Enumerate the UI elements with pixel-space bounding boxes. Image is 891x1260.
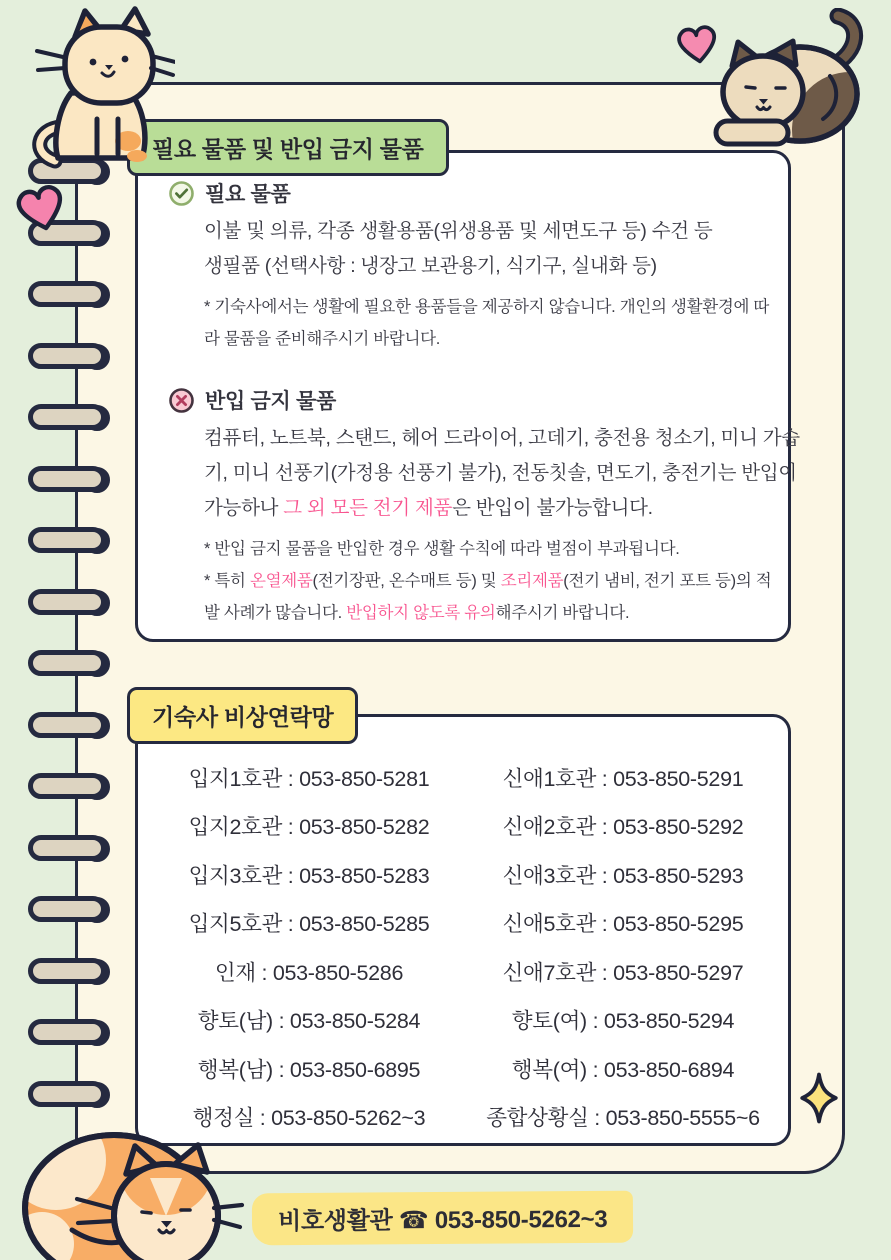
binder-ring (28, 709, 124, 745)
contacts-section-card (135, 714, 791, 1146)
items-section-badge: 필요 물품 및 반입 금지 물품 (127, 119, 449, 176)
required-items-body (204, 214, 768, 284)
prohibited-line-3-post: 은 반입이 불가능합니다. (452, 497, 653, 519)
prohibited-line-3-pre: 가능하나 (204, 497, 284, 519)
contact-entry: 입지2호관 : 053-850-5282 (188, 815, 430, 840)
contact-entry: 향토(여) : 053-850-5294 (511, 1009, 735, 1034)
contact-entry: 신애3호관 : 053-850-5293 (502, 863, 744, 888)
binder-ring (28, 955, 124, 991)
binder-ring (28, 586, 124, 622)
binder-ring (28, 340, 124, 376)
items-section-content (168, 178, 800, 629)
prohibited-line-1: 컴퓨터, 노트북, 스탠드, 헤어 드라이어, 고데기, 충전용 청소기, 미니 가습 (204, 427, 800, 449)
prohibited-items-heading (168, 385, 768, 415)
prohibited-items-body (204, 421, 800, 526)
prohibited-line-2: 기, 미니 선풍기(가정용 선풍기 불가), 전동칫솔, 면도기, 충전기는 반입이 (204, 462, 797, 484)
binder-ring (28, 893, 124, 929)
required-note-line-2: 라 물품을 준비해주시기 바랍니다. (204, 330, 441, 348)
note2-highlight-3: 반입하지 않도록 유의 (346, 604, 496, 622)
footer-highlight (252, 1191, 634, 1246)
required-items-title: 필요 물품 (205, 183, 291, 206)
contacts-section-badge: 기숙사 비상연락망 (127, 687, 358, 744)
prohibited-items-notes (204, 533, 772, 629)
binder-ring (28, 401, 124, 437)
contact-entry: 인재 : 053-850-5286 (214, 960, 404, 985)
lounging-siamese-cat-illustration (710, 8, 872, 155)
note2-pre: * 특히 (204, 572, 250, 590)
contact-entry: 행정실 : 053-850-5262~3 (192, 1106, 426, 1131)
binder-ring (28, 1016, 124, 1052)
x-circle-icon (168, 387, 195, 414)
contact-entry: 행복(여) : 053-850-6894 (511, 1057, 735, 1082)
note2-post: 해주시기 바랍니다. (495, 604, 630, 622)
required-line-2: 생필품 (선택사항 : 냉장고 보관용기, 식기구, 실내화 등) (204, 255, 657, 277)
binder-ring (28, 463, 124, 499)
contact-entry: 신애7호관 : 053-850-5297 (502, 960, 744, 985)
contact-entry: 신애1호관 : 053-850-5291 (502, 766, 744, 791)
curled-sleeping-cat-illustration (14, 1120, 249, 1260)
prohibited-note-2-line-2 (204, 597, 768, 629)
note2-mid-2: (전기 냄비, 전기 포트 등)의 적 (563, 572, 772, 590)
binder-ring (28, 647, 124, 683)
prohibited-line-3-highlight: 그 외 모든 전기 제품 (283, 497, 453, 519)
note2-line2-pre: 발 사례가 많습니다. (204, 604, 347, 622)
footer-dorm-phone: 비호생활관 ☎ 053-850-5262~3 (277, 1205, 608, 1236)
prohibited-line-3 (204, 491, 768, 526)
required-line-1: 이불 및 의류, 각종 생활용품(위생용품 및 세면도구 등) 수건 등 (204, 220, 713, 242)
binder-ring (28, 770, 124, 806)
required-items-note (204, 291, 768, 355)
sparkle-icon (800, 1072, 838, 1129)
contact-entry: 종합상황실 : 053-850-5555~6 (486, 1106, 760, 1131)
required-note-line-1: * 기숙사에서는 생활에 필요한 용품들을 제공하지 않습니다. 개인의 생활환경에 따 (204, 298, 770, 316)
contact-entry: 신애2호관 : 053-850-5292 (502, 815, 744, 840)
binder-ring (28, 278, 124, 314)
check-circle-icon (168, 180, 195, 207)
contact-entry: 입지3호관 : 053-850-5283 (188, 863, 430, 888)
required-items-heading (168, 178, 768, 208)
binder-ring (28, 1078, 124, 1114)
contact-entry: 신애5호관 : 053-850-5295 (502, 912, 744, 937)
prohibited-items-title: 반입 금지 물품 (205, 390, 336, 413)
sitting-cat-illustration (25, 5, 175, 175)
note2-highlight-1: 온열제품 (249, 572, 313, 590)
binder-ring (28, 832, 124, 868)
contact-entry: 향토(남) : 053-850-5284 (197, 1009, 421, 1034)
emergency-contacts-list (152, 753, 780, 1141)
binder-ring (28, 524, 124, 560)
contact-entry: 행복(남) : 053-850-6895 (197, 1057, 421, 1082)
prohibited-note-1: * 반입 금지 물품을 반입한 경우 생활 수칙에 따라 벌점이 부과됩니다. (204, 540, 680, 558)
note2-highlight-2: 조리제품 (500, 572, 564, 590)
contact-entry: 입지5호관 : 053-850-5285 (188, 912, 430, 937)
contact-entry: 입지1호관 : 053-850-5281 (188, 766, 430, 791)
prohibited-note-2-line-1 (204, 565, 772, 597)
heart-icon (673, 21, 723, 74)
note2-mid-1: (전기장판, 온수매트 등) 및 (312, 572, 501, 590)
